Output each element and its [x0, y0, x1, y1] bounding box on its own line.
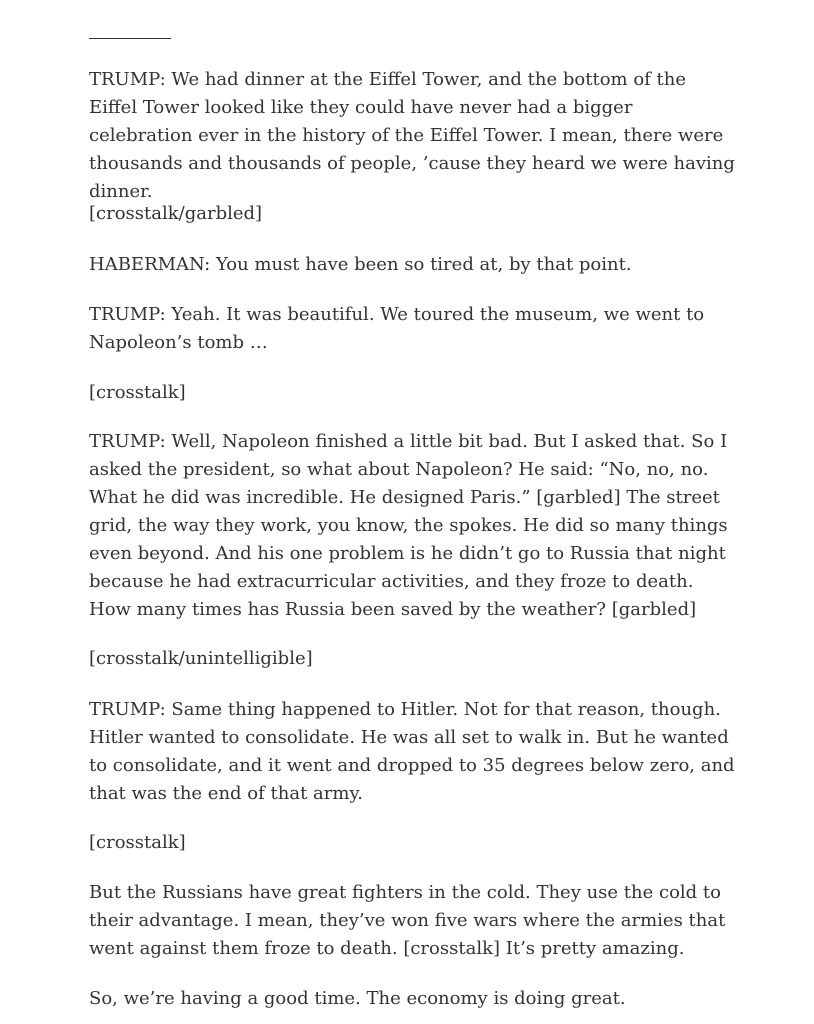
transcript-paragraph: [crosstalk] — [89, 382, 186, 403]
transcript-paragraph: But the Russians have great fighters in the cold. They use the cold to their advantage. I mean, they’ve won five wars where the armies that went against them froze to death. [crosstalk] It’s pretty amazing. — [89, 882, 726, 959]
transcript-paragraph: [crosstalk] — [89, 832, 186, 853]
transcript-paragraph: TRUMP: Well, Napoleon finished a little bit bad. But I asked that. So I asked the president, so what about Napoleon? He said: “No, no, no. What he did was incredible. He designed Paris.” [garbled] The street grid, the way they work, you know, the spokes. He did so many things even beyond. And his one problem is he didn’t go to Russia that night because he had extracurricular activities, and they froze to death. How many times has Russia been saved by the weather? [garbled] — [89, 431, 728, 620]
transcript-paragraph: [crosstalk/unintelligible] — [89, 648, 313, 669]
section-divider — [89, 38, 171, 39]
transcript-paragraph: TRUMP: Yeah. It was beautiful. We toured the museum, we went to Napoleon’s tomb … — [89, 304, 705, 353]
transcript-paragraph: TRUMP: Same thing happened to Hitler. Not for that reason, though. Hitler wanted to consolidate. He was all set to walk in. But he wanted to consolidate, and it went and dropped to 35 degrees below zero, and that was the end of that army. — [89, 699, 735, 804]
transcript-paragraph: HABERMAN: You must have been so tired at, by that point. — [89, 254, 632, 275]
transcript-paragraph: TRUMP: We had dinner at the Eiffel Tower, and the bottom of the Eiffel Tower looked like they could have never had a bigger celebration ever in the history of the Eiffel Tower. I mean, there were thousands and thousands of people, ’cause they heard we were having dinner. — [89, 69, 735, 202]
transcript-paragraph: [crosstalk/garbled] — [89, 203, 263, 224]
transcript-paragraph: So, we’re having a good time. The economy is doing great. — [89, 988, 626, 1009]
